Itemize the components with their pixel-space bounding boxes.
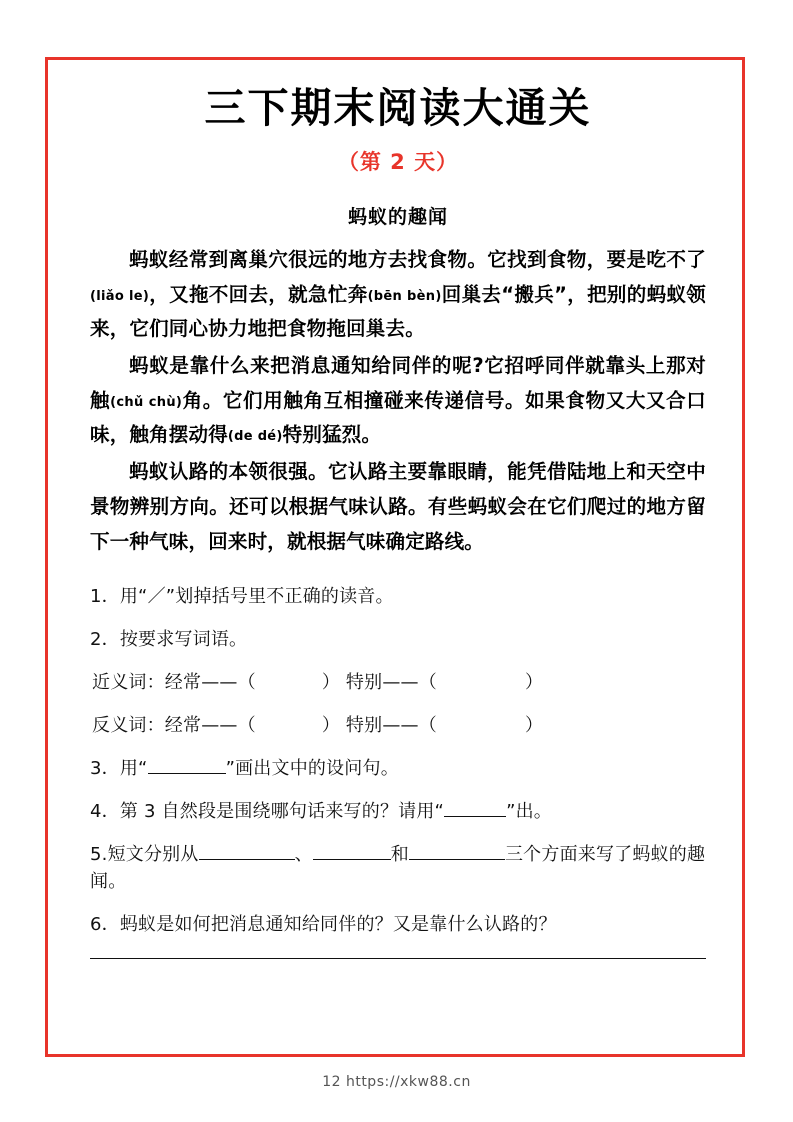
paragraph-1-pinyin-1: (liǎo le) [90,288,150,304]
paragraph-1-text-c: 回巢去“搬兵”，把别的蚂蚁领来，它们同心协力地把食物拖回巢去。 [90,282,707,341]
paragraph-1-text-b: ，又拖不回去，就急忙奔 [149,282,368,306]
question-2-antonyms [90,712,706,740]
paragraph-2-text-a: 蚂蚁是靠什么来把消息通知给同伴的呢?它招呼同伴就靠头上那对触 [90,354,706,412]
paragraph-2-text-b: 角。它们用触角互相撞碰来传递信号。如果食物又大又合口味，触角摆动得 [90,388,707,447]
page-content [48,60,748,959]
antonym-end: ） [524,714,544,736]
paragraph-2 [90,349,706,453]
question-3 [90,755,706,783]
passage-body [90,243,706,559]
question-4-blank[interactable] [444,816,506,817]
question-5-blank-2[interactable] [313,859,391,860]
question-2: 2．按要求写词语。 [90,629,248,651]
synonym-end: ） [524,672,544,694]
page-title: 三下期末阅读大通关 [204,84,592,132]
question-5-text-b: 、 [294,843,313,865]
question-2-synonyms [90,669,706,697]
paragraph-1-pinyin-2: (bēn bèn) [367,288,442,304]
question-4 [90,798,706,826]
footer-watermark: 12 https://xkw88.cn [322,1074,471,1090]
question-6: 6．蚂蚁是如何把消息通知给同伴的？又是靠什么认路的？ [90,914,557,936]
paragraph-1-text-a: 蚂蚁经常到离巢穴很远的地方去找食物。它找到食物，要是吃不了 [129,247,706,271]
question-5-text-d: 三个方面来写了蚂蚁的趣闻。 [90,843,706,893]
paragraph-3: 蚂蚁认路的本领很强。它认路主要靠眼睛，能凭借陆地上和天空中景物辨别方向。还可以根据气味认路。有些蚂蚁会在它们爬过的地方留下一种气味，回来时，就根据气味确定路线。 [90,460,706,553]
question-5-blank-1[interactable] [199,859,295,860]
day-subtitle: （第 2 天） [337,149,459,174]
page-border-frame [45,57,745,1057]
question-3-text-a: 3．用“ [90,757,148,779]
synonym-label: 近义词：经常——（ [92,672,256,694]
question-1: 1．用“／”划掉括号里不正确的读音。 [90,586,394,608]
question-6-answer-line[interactable] [90,957,706,959]
paragraph-1 [90,243,706,347]
paragraph-2-pinyin-1: (chǔ chù) [110,394,183,410]
question-5 [90,841,706,897]
passage-title: 蚂蚁的趣闻 [347,205,448,228]
antonym-label: 反义词：经常——（ [92,714,256,736]
question-3-text-b: ”画出文中的设问句。 [225,757,399,779]
question-3-blank[interactable] [148,773,226,774]
antonym-mid: ） 特别——（ [321,714,437,736]
question-4-text-a: 4．第 3 自然段是围绕哪句话来写的？请用“ [90,800,445,822]
question-4-text-b: ”出。 [506,800,553,822]
question-5-text-c: 和 [390,843,409,865]
synonym-mid: ） 特别——（ [321,672,437,694]
paragraph-2-pinyin-2: (de dé) [227,429,283,445]
paragraph-2-text-c: 特别猛烈。 [282,423,382,447]
question-5-text-a: 5.短文分别从 [90,843,199,865]
question-5-blank-3[interactable] [409,859,505,860]
questions-section [90,583,706,959]
